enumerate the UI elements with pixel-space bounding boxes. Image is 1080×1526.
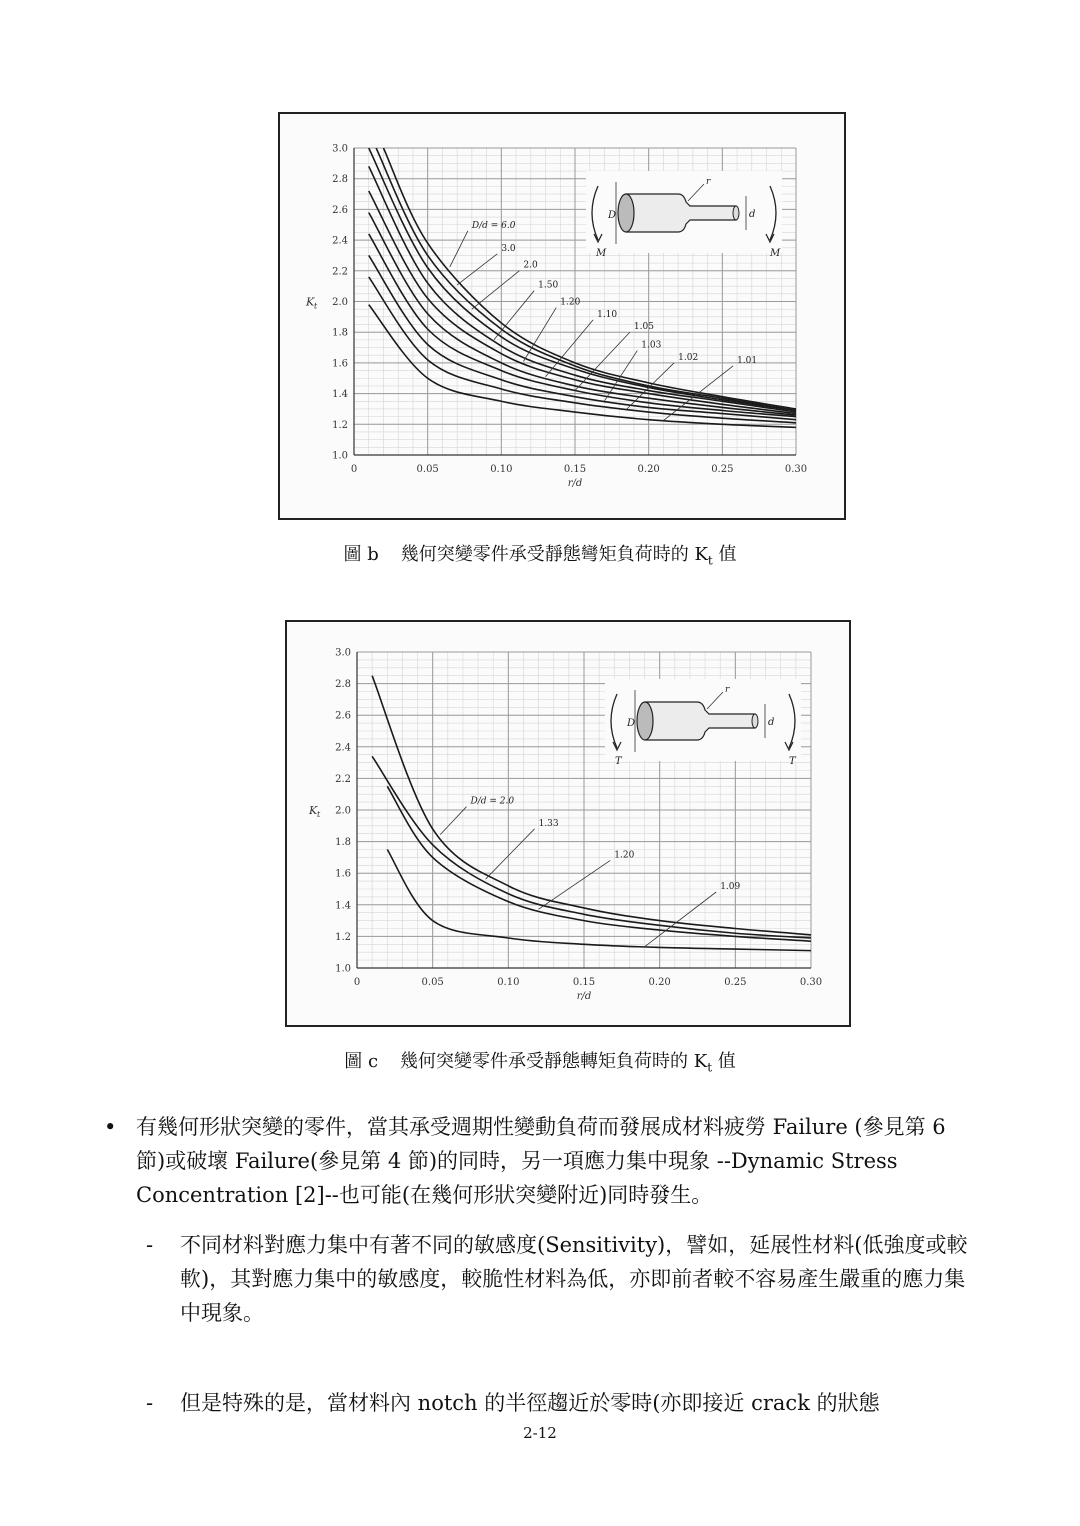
y-tick-label: 2.8 bbox=[335, 679, 351, 691]
leader-line bbox=[440, 807, 466, 835]
label-load-right: T bbox=[789, 756, 796, 767]
shaft-small-end bbox=[752, 714, 758, 728]
x-axis-label: r/d bbox=[567, 478, 583, 489]
y-tick-label: 1.4 bbox=[335, 900, 351, 912]
bullet-paragraph-text: 有幾何形狀突變的零件，當其承受週期性變動負荷而發展成材料疲勞 Failure (參見第 6 節)或破壞 Failure(參見第 4 節)的同時，另一項應力集中現象 --Dynamic Stress Concentration [2]--也可能(在幾何形狀突變附近)同時發生。 bbox=[136, 1115, 946, 1207]
y-axis-label: K bbox=[309, 804, 318, 817]
figure-b-caption-tail: 值 bbox=[712, 544, 737, 565]
curve-label: D/d = 6.0 bbox=[471, 220, 516, 231]
curve-label: 3.0 bbox=[501, 243, 516, 254]
x-tick-label: 0.15 bbox=[572, 977, 596, 988]
y-tick-label: 1.4 bbox=[332, 389, 348, 401]
y-tick-label: 1.0 bbox=[335, 963, 351, 975]
y-tick-label: 1.2 bbox=[335, 931, 351, 943]
dash-paragraph-text: 但是特殊的是，當材料內 notch 的半徑趨近於零時(亦即接近 crack 的狀態 bbox=[180, 1391, 880, 1415]
label-r: r bbox=[725, 685, 730, 695]
curve-label: 1.20 bbox=[614, 850, 635, 861]
figure-c-caption-sub: t bbox=[707, 1060, 713, 1075]
figure-b-caption-label: 圖 b bbox=[343, 544, 379, 565]
bullet-marker: • bbox=[104, 1115, 117, 1139]
y-tick-label: 2.2 bbox=[332, 266, 348, 278]
y-tick-label: 1.2 bbox=[332, 419, 348, 431]
y-tick-label: 1.6 bbox=[332, 358, 348, 370]
curve-label: 1.10 bbox=[597, 309, 618, 320]
y-tick-label: 1.6 bbox=[335, 868, 351, 880]
leader-line bbox=[472, 271, 520, 309]
y-tick-label: 3.0 bbox=[335, 647, 351, 659]
curve-label: 1.20 bbox=[560, 297, 581, 308]
figure-b-caption-sub: t bbox=[707, 553, 713, 568]
y-tick-label: 1.0 bbox=[332, 450, 348, 462]
x-tick-label: 0.30 bbox=[784, 464, 808, 475]
dash-marker: - bbox=[146, 1391, 154, 1415]
dash-marker: - bbox=[146, 1233, 154, 1257]
x-tick-label: 0.10 bbox=[490, 464, 513, 475]
x-tick-label: 0.25 bbox=[711, 464, 734, 475]
y-tick-label: 2.4 bbox=[332, 235, 348, 247]
curve-label: 1.05 bbox=[633, 322, 654, 333]
curve-label: 1.03 bbox=[641, 340, 662, 351]
y-tick-label: 1.8 bbox=[332, 327, 348, 339]
leader-line bbox=[450, 231, 468, 267]
y-axis-label-sub: t bbox=[314, 301, 318, 311]
chart-b bbox=[280, 114, 846, 520]
shaft-diagram bbox=[605, 679, 801, 767]
y-tick-label: 2.6 bbox=[335, 710, 351, 722]
x-axis-label: r/d bbox=[576, 991, 592, 1002]
x-tick-label: 0.30 bbox=[799, 977, 823, 988]
curve-label: 1.33 bbox=[538, 818, 559, 829]
curve-label: 1.01 bbox=[737, 355, 758, 366]
y-tick-label: 2.4 bbox=[335, 742, 351, 754]
chart-c bbox=[287, 622, 851, 1027]
leader-line bbox=[457, 254, 497, 285]
label-load-left: T bbox=[615, 756, 622, 767]
figure-b bbox=[278, 112, 846, 520]
x-tick-label: 0.15 bbox=[563, 464, 587, 475]
figure-c-caption bbox=[0, 1047, 1080, 1075]
shaft-end bbox=[637, 702, 653, 740]
dash-paragraph-text: 不同材料對應力集中有著不同的敏感度(Sensitivity)，譬如，延展性材料(低強度或較軟)，其對應力集中的敏感度，較脆性材料為低，亦即前者較不容易產生嚴重的應力集中現象。 bbox=[180, 1233, 968, 1325]
shaft-small-end bbox=[733, 206, 739, 220]
y-tick-label: 2.0 bbox=[335, 805, 351, 817]
y-tick-label: 2.8 bbox=[332, 174, 348, 186]
y-axis-label: K bbox=[306, 295, 315, 309]
y-tick-label: 2.2 bbox=[335, 773, 351, 785]
x-tick-label: 0.20 bbox=[648, 977, 671, 988]
x-tick-label: 0 bbox=[350, 464, 358, 475]
x-tick-label: 0.20 bbox=[637, 464, 660, 475]
figure-c-caption-label: 圖 c bbox=[344, 1051, 379, 1072]
y-tick-label: 2.6 bbox=[332, 204, 348, 216]
curve-label: 1.09 bbox=[720, 882, 741, 892]
label-D: D bbox=[608, 210, 617, 221]
label-d: d bbox=[749, 209, 756, 220]
y-axis-label-sub: t bbox=[317, 810, 321, 819]
x-tick-label: 0.05 bbox=[416, 464, 439, 475]
figure-c bbox=[285, 620, 851, 1027]
shaft-diagram bbox=[586, 171, 782, 259]
x-tick-label: 0.25 bbox=[724, 977, 747, 988]
series-line bbox=[369, 255, 796, 419]
series-line bbox=[372, 756, 811, 938]
page-number: 2-12 bbox=[523, 1424, 557, 1442]
y-tick-label: 2.0 bbox=[332, 297, 348, 308]
label-load-right: M bbox=[770, 248, 781, 259]
y-tick-label: 1.8 bbox=[335, 837, 351, 849]
shaft-end bbox=[618, 194, 634, 232]
curve-label: 1.02 bbox=[678, 352, 699, 363]
curve-label: 1.50 bbox=[538, 280, 559, 291]
label-load-left: M bbox=[596, 248, 607, 259]
label-D: D bbox=[627, 718, 636, 729]
figure-c-caption-tail: 值 bbox=[712, 1051, 736, 1072]
figure-c-caption-text: 幾何突變零件承受靜態轉矩負荷時的 K bbox=[400, 1051, 708, 1072]
y-tick-label: 3.0 bbox=[332, 143, 348, 155]
curve-label: 2.0 bbox=[523, 260, 538, 271]
leader-line bbox=[546, 320, 594, 377]
label-d: d bbox=[768, 717, 775, 728]
x-tick-label: 0.10 bbox=[497, 977, 520, 988]
x-tick-label: 0.05 bbox=[421, 977, 444, 988]
x-tick-label: 0 bbox=[353, 977, 361, 988]
figure-b-caption bbox=[0, 540, 1080, 568]
curve-label: D/d = 2.0 bbox=[470, 796, 515, 807]
label-r: r bbox=[706, 177, 711, 187]
leader-line bbox=[539, 860, 611, 909]
figure-b-caption-text: 幾何突變零件承受靜態彎矩負荷時的 K bbox=[400, 544, 708, 565]
